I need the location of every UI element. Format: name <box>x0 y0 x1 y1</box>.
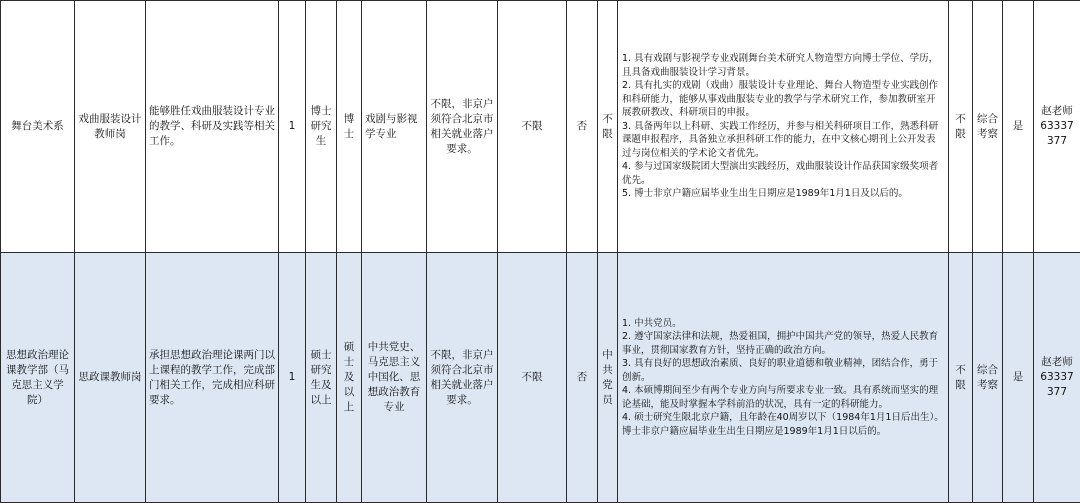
duties-cell: 能够胜任戏曲服装设计专业的教学、科研及实践等相关工作。 <box>146 1 279 253</box>
age-cell: 不限 <box>498 253 567 503</box>
requirement-item: 3. 具备两年以上科研、实践工作经历，并参与相关科研项目工作，熟悉科研课题申报程序，具备独立承担科研工作的能力，在中文核心期刊上公开发表过与岗位相关的学术论文者优先。 <box>622 120 944 161</box>
exam-cell: 综合考察 <box>973 1 1003 253</box>
degree-cell: 博士 <box>337 1 362 253</box>
major-cell: 中共党史、马克思主义中国化、思想政治教育专业 <box>362 253 427 503</box>
department-cell: 思想政治理论课教学部（马克思主义学院） <box>1 253 75 503</box>
unlimited-cell: 不限 <box>949 253 973 503</box>
political-cell: 中共党员 <box>598 253 618 503</box>
yes-cell: 是 <box>1003 1 1034 253</box>
requirement-item: 3. 具有良好的思想政治素质、良好的职业道德和敬业精神，团结合作，勇于创新。 <box>622 357 944 384</box>
requirements-cell <box>618 1 949 253</box>
major-cell: 戏剧与影视学专业 <box>362 1 427 253</box>
department-cell: 舞台美术系 <box>1 1 75 253</box>
contact-cell <box>1034 253 1080 503</box>
count-cell: 1 <box>279 1 306 253</box>
contact-name: 赵老师 <box>1037 104 1077 119</box>
contact-cell <box>1034 1 1080 253</box>
education-cell: 硕士研究生及以上 <box>306 253 337 503</box>
requirement-item: 2. 遵守国家法律和法规，热爱祖国，拥护中国共产党的领导，热爱人民教育事业，贯彻国家教育方针，坚持正确的政治方向。 <box>622 330 944 357</box>
exam-cell: 综合考察 <box>973 253 1003 503</box>
household-cell: 不限，非京户须符合北京市相关就业落户要求。 <box>427 253 498 503</box>
unlimited-cell: 不限 <box>949 1 973 253</box>
requirement-item: 4. 本硕博期间至少有两个专业方向与所要求专业一致。具有系统而坚实的理论基础，能及时掌握本学科前沿的状况，具有一定的科研能力。 <box>622 384 944 411</box>
education-cell: 博士研究生 <box>306 1 337 253</box>
count-cell: 1 <box>279 253 306 503</box>
contact-name: 赵老师 <box>1037 355 1077 370</box>
degree-cell: 硕士及以上 <box>337 253 362 503</box>
no-cell: 否 <box>567 1 598 253</box>
table-row <box>1 1 1080 253</box>
duties-cell: 承担思想政治理论课两门以上课程的教学工作，完成部门相关工作，完成相应科研要求。 <box>146 253 279 503</box>
household-cell: 不限，非京户须符合北京市相关就业落户要求。 <box>427 1 498 253</box>
contact-phone: 63337377 <box>1037 119 1077 149</box>
requirement-item: 2. 具有扎实的戏剧（戏曲）服装设计专业理论、舞台人物造型专业实践创作和科研能力，能够从事戏曲服装专业的教学与学术研究工作，参加教研室开展教研教改、科研项目的申报。 <box>622 79 944 120</box>
requirement-item: 5. 博士非京户籍应届毕业生出生日期应是1989年1月1日及以后的。 <box>622 187 944 201</box>
requirement-item: 4. 硕士研究生限北京户籍，且年龄在40周岁以下（1984年1月1日后出生）。博士非京户籍应届毕业生出生日期应是1989年1月1日以后的。 <box>622 411 944 438</box>
position-cell: 戏曲服装设计教师岗 <box>75 1 146 253</box>
table-row <box>1 253 1080 503</box>
requirements-cell <box>618 253 949 503</box>
political-cell: 不限 <box>598 1 618 253</box>
no-cell: 否 <box>567 253 598 503</box>
contact-phone: 63337377 <box>1037 370 1077 400</box>
age-cell: 不限 <box>498 1 567 253</box>
yes-cell: 是 <box>1003 253 1034 503</box>
requirement-item: 4. 参与过国家级院团大型演出实践经历，戏曲服装设计作品获国家级奖项者优先。 <box>622 160 944 187</box>
requirement-item: 1. 具有戏剧与影视学专业戏剧舞台美术研究人物造型方向博士学位、学历，且具备戏曲服装设计学习背景。 <box>622 52 944 79</box>
requirement-item: 1. 中共党员。 <box>622 317 944 331</box>
position-cell: 思政课教师岗 <box>75 253 146 503</box>
